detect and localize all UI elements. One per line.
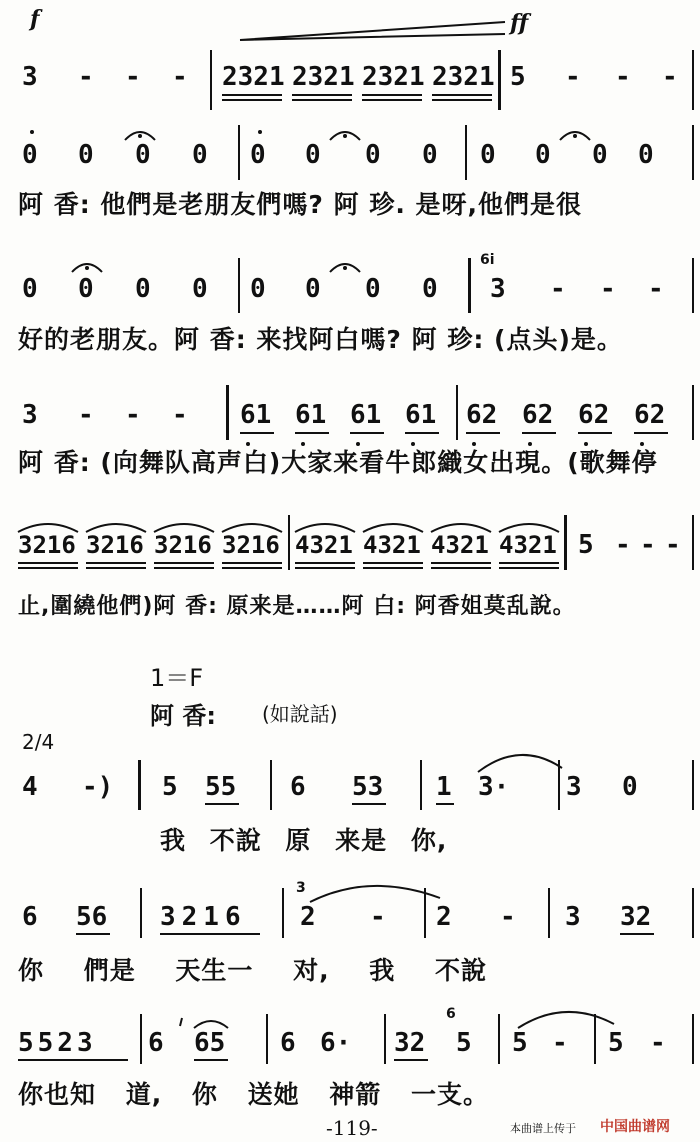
octave-dot xyxy=(258,130,262,134)
double-barline xyxy=(564,515,567,570)
barline xyxy=(692,760,694,810)
double-barline xyxy=(138,760,141,810)
note: 0 xyxy=(78,140,94,170)
note: 6 xyxy=(22,902,38,932)
beam xyxy=(292,99,352,101)
dash: - xyxy=(650,1028,666,1058)
barline xyxy=(140,888,142,938)
dash: - xyxy=(125,400,141,430)
page-number: -119- xyxy=(326,1116,378,1140)
dash: - xyxy=(500,902,516,932)
fermata xyxy=(330,132,360,140)
note: 0 xyxy=(365,140,381,170)
note: 3 xyxy=(566,772,582,802)
note-group: 62 xyxy=(634,400,666,430)
grace-notes: 6i xyxy=(480,252,495,268)
barline xyxy=(270,760,272,810)
beam xyxy=(295,562,355,564)
note-group: 61 xyxy=(240,400,272,430)
beam xyxy=(620,933,654,935)
dash: - xyxy=(552,1028,568,1058)
staff-system-5 xyxy=(0,530,700,570)
beam xyxy=(295,567,355,569)
beam xyxy=(578,432,612,434)
beam xyxy=(222,94,282,96)
note: 0 xyxy=(365,274,381,304)
barline xyxy=(282,888,284,938)
note-group: 32 xyxy=(394,1028,426,1058)
note-group: 53 xyxy=(352,772,384,802)
fermata xyxy=(330,264,360,272)
watermark-site: 中国曲谱网 xyxy=(600,1119,670,1135)
dialogue-line: 阿 香: (向舞队高声白)大家来看牛郎織女出現。(歌舞停 xyxy=(18,448,658,477)
barline xyxy=(692,50,694,110)
dash: - xyxy=(370,902,386,932)
note: 5 xyxy=(512,1028,528,1058)
note: 0 xyxy=(192,140,208,170)
beam xyxy=(205,803,239,805)
double-barline xyxy=(498,50,501,110)
double-barline xyxy=(468,258,471,313)
octave-dot xyxy=(411,442,415,446)
fermata-dot xyxy=(138,134,142,138)
song-line-2 xyxy=(0,902,700,942)
dash: - xyxy=(172,400,188,430)
tie xyxy=(518,1012,614,1028)
note-group: 65 xyxy=(194,1028,226,1058)
octave-dot xyxy=(528,442,532,446)
crescendo-hairpin xyxy=(240,22,505,40)
barline xyxy=(498,1014,500,1064)
note-group: 56 xyxy=(76,902,108,932)
beam xyxy=(18,562,78,564)
beam xyxy=(405,432,439,434)
barline xyxy=(692,515,694,570)
note: 6 xyxy=(290,772,306,802)
note: 0 xyxy=(22,274,38,304)
song-line-1 xyxy=(0,772,700,812)
barline xyxy=(558,760,560,810)
beam xyxy=(499,562,559,564)
beam xyxy=(240,432,274,434)
beam xyxy=(634,432,668,434)
lyric-line: 你也知 道, 你 送她 神箭 一支。 xyxy=(18,1080,490,1109)
key-signature: 1＝F xyxy=(150,664,204,692)
barline xyxy=(424,888,426,938)
note: 0 xyxy=(250,274,266,304)
beam xyxy=(18,1059,128,1061)
beam xyxy=(352,803,386,805)
beam xyxy=(86,567,146,569)
note-group: 61 xyxy=(295,400,327,430)
note-group: 2321 xyxy=(292,62,355,92)
dash: - xyxy=(665,530,681,560)
barline xyxy=(692,258,694,313)
octave-dot xyxy=(472,442,476,446)
tie xyxy=(310,886,440,902)
note-group: 61 xyxy=(350,400,382,430)
note: 2 xyxy=(436,902,452,932)
barline xyxy=(238,258,240,313)
note-group: 62 xyxy=(466,400,498,430)
speaker-direction: (如說話) xyxy=(262,702,338,726)
note-group: 3216 xyxy=(18,531,76,559)
beam xyxy=(222,99,282,101)
octave-dot xyxy=(584,442,588,446)
note-group: 61 xyxy=(405,400,437,430)
dash: - xyxy=(565,62,581,92)
watermark-text: 本曲谱上传于 xyxy=(510,1122,576,1135)
dialogue-line: 止,圍繞他們)阿 香: 原来是……阿 白: 阿香姐莫乱說。 xyxy=(18,594,576,619)
dash: - xyxy=(550,274,566,304)
beam xyxy=(18,567,78,569)
note: 3· xyxy=(478,772,510,802)
beam xyxy=(292,94,352,96)
note-group: 4321 xyxy=(295,531,353,559)
note-group: 62 xyxy=(522,400,554,430)
dynamic-forte: f xyxy=(30,6,40,32)
beam xyxy=(394,1059,428,1061)
note: 6 xyxy=(148,1028,164,1058)
fermata xyxy=(560,132,590,140)
grace-note: 6 xyxy=(446,1006,456,1022)
beam xyxy=(363,562,423,564)
fermata-dot xyxy=(85,266,89,270)
note-group: 55 xyxy=(205,772,237,802)
note: 5 xyxy=(608,1028,624,1058)
barline xyxy=(210,50,212,110)
note-group: 2321 xyxy=(362,62,425,92)
note-group: 4321 xyxy=(499,531,557,559)
beam xyxy=(295,432,329,434)
note-group: 32 xyxy=(620,902,652,932)
note-group: 2321 xyxy=(432,62,495,92)
octave-dot xyxy=(640,442,644,446)
beam xyxy=(431,567,491,569)
beam xyxy=(499,567,559,569)
note: 0 xyxy=(135,140,151,170)
beam xyxy=(431,562,491,564)
grace-note: 3 xyxy=(296,880,306,896)
note-group: 2321 xyxy=(222,62,285,92)
note-group: 3216 xyxy=(86,531,144,559)
beam xyxy=(432,94,492,96)
note: 0 xyxy=(135,274,151,304)
dash: - xyxy=(78,62,94,92)
beam xyxy=(363,567,423,569)
note-group: 3216 xyxy=(222,531,280,559)
barline xyxy=(692,125,694,180)
staff-system-3 xyxy=(0,274,700,314)
breath-mark xyxy=(180,1018,182,1026)
note: 3 xyxy=(565,902,581,932)
time-signature: 2/4 xyxy=(22,730,55,754)
note: 5 xyxy=(510,62,526,92)
dash: - xyxy=(640,530,656,560)
note: 3 xyxy=(22,400,38,430)
beam xyxy=(466,432,500,434)
note: 0 xyxy=(480,140,496,170)
lyric-line: 我 不說 原 来是 你, xyxy=(160,826,448,855)
fermata-dot xyxy=(343,134,347,138)
note-group: 3216 xyxy=(154,531,212,559)
note: 0 xyxy=(78,274,94,304)
staff-system-1 xyxy=(0,62,700,102)
beam xyxy=(436,803,454,805)
dash: - xyxy=(615,62,631,92)
note: 0 xyxy=(535,140,551,170)
fermata-dot xyxy=(573,134,577,138)
beam xyxy=(222,567,282,569)
note: 0 xyxy=(305,140,321,170)
note: 5 xyxy=(162,772,178,802)
dialogue-line: 好的老朋友。阿 香: 来找阿白嗎? 阿 珍: (点头)是。 xyxy=(18,325,623,354)
beam xyxy=(222,562,282,564)
beam xyxy=(522,432,556,434)
note-group: 3216 xyxy=(160,902,247,932)
beam xyxy=(160,933,260,935)
note-group: 4321 xyxy=(431,531,489,559)
speaker-label: 阿 香: xyxy=(150,702,216,730)
fermata xyxy=(125,132,155,140)
tie xyxy=(478,755,562,772)
lyric-line: 你 們是 天生一 对, 我 不說 xyxy=(18,956,488,985)
barline xyxy=(692,888,694,938)
barline xyxy=(692,1014,694,1064)
note: 6 xyxy=(280,1028,296,1058)
note: 6· xyxy=(320,1028,352,1058)
dash: - xyxy=(648,274,664,304)
dash: - xyxy=(125,62,141,92)
note: 0 xyxy=(192,274,208,304)
note-group: 5523 xyxy=(18,1028,97,1058)
beam xyxy=(350,432,384,434)
octave-dot xyxy=(301,442,305,446)
note: 0 xyxy=(622,772,638,802)
note: 4 xyxy=(22,772,38,802)
fermata xyxy=(72,264,102,272)
staff-system-4 xyxy=(0,400,700,440)
barline xyxy=(420,760,422,810)
dash: - xyxy=(662,62,678,92)
note: 3 xyxy=(22,62,38,92)
beam xyxy=(154,562,214,564)
note: 0 xyxy=(422,274,438,304)
beam xyxy=(362,99,422,101)
note: -) xyxy=(82,772,114,802)
fermata-dot xyxy=(343,266,347,270)
octave-dot xyxy=(30,130,34,134)
barline xyxy=(384,1014,386,1064)
octave-dot xyxy=(246,442,250,446)
note: 0 xyxy=(22,140,38,170)
dynamic-fortissimo: ff xyxy=(510,10,529,36)
note: 0 xyxy=(592,140,608,170)
barline xyxy=(692,385,694,440)
beam xyxy=(194,1059,228,1061)
note: 0 xyxy=(305,274,321,304)
dash: - xyxy=(600,274,616,304)
note: 5 xyxy=(578,530,594,560)
note-group: 62 xyxy=(578,400,610,430)
dialogue-line: 阿 香: 他們是老朋友們嗎? 阿 珍. 是呀,他們是很 xyxy=(18,190,583,219)
note: 2 xyxy=(300,902,316,932)
dash: - xyxy=(78,400,94,430)
slur xyxy=(194,1021,228,1028)
barline xyxy=(238,125,240,180)
octave-dot xyxy=(356,442,360,446)
dash: - xyxy=(172,62,188,92)
beam xyxy=(86,562,146,564)
note: 0 xyxy=(250,140,266,170)
barline xyxy=(456,385,458,440)
barline xyxy=(594,1014,596,1064)
note: 0 xyxy=(422,140,438,170)
double-barline xyxy=(226,385,229,440)
beam xyxy=(362,94,422,96)
note: 5 xyxy=(456,1028,472,1058)
barline xyxy=(465,125,467,180)
barline xyxy=(288,515,290,570)
beam xyxy=(432,99,492,101)
dash: - xyxy=(615,530,631,560)
beam xyxy=(76,933,110,935)
beam xyxy=(154,567,214,569)
note: 3 xyxy=(490,274,506,304)
note-group: 4321 xyxy=(363,531,421,559)
note: 0 xyxy=(638,140,654,170)
staff-system-2 xyxy=(0,140,700,180)
note: 1 xyxy=(436,772,452,802)
barline xyxy=(266,1014,268,1064)
barline xyxy=(140,1014,142,1064)
barline xyxy=(548,888,550,938)
